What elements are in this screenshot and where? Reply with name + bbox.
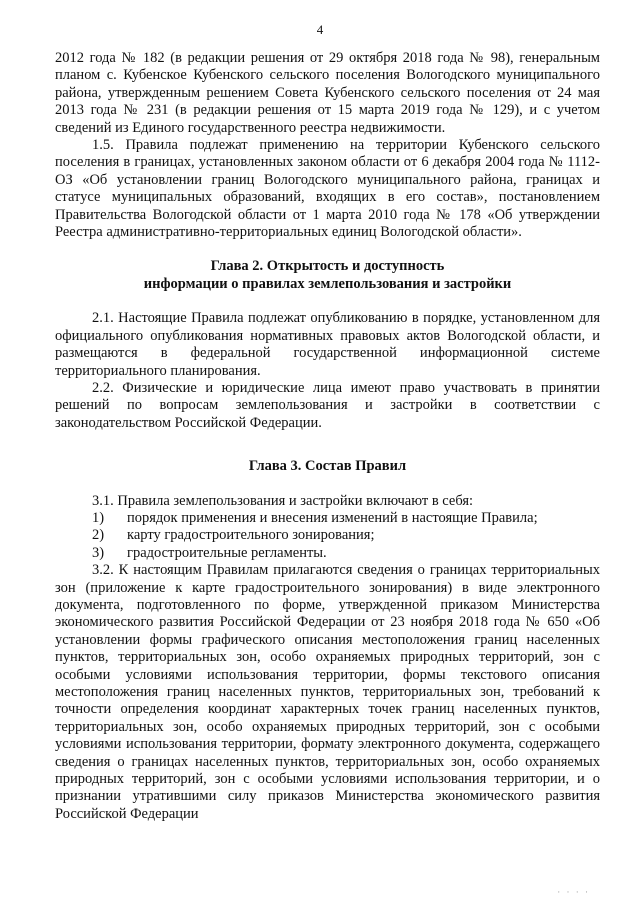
paragraph-intro: 2012 года № 182 (в редакции решения от 29 октября 2018 года № 98), генеральным планом с. Кубенское Кубенского сельского поселения Вологодского муниципального района, утвержденным решением Совета Кубенского сельского поселения от 24 мая 2013 года № 231 (в редакции решения от 15 марта 2019 года № 129), и с учетом сведений из Единого государственного реестра недвижимости. — [55, 50, 600, 136]
chapter-2-heading — [55, 258, 600, 293]
spacer — [55, 476, 600, 493]
document-body — [55, 50, 600, 823]
list-item-number: 1) — [92, 509, 105, 526]
corner-mark: · · · · — [557, 887, 590, 897]
page-number: 4 — [316, 22, 324, 37]
list-item-number: 3) — [92, 544, 105, 561]
paragraph-3-2: 3.2. К настоящим Правилам прилагаются сведения о границах территориальных зон (приложение к карте градостроительного зонирования) в виде электронного документа, подготовленного по форме, утвержденной приказом Министерства экономического развития Российской Федерации от 23 ноября 2018 года № 650 «Об установлении формы графического описания местоположения границ населенных пунктов, территориальных зон, особо охраняемых природных территорий, зон с особыми условиями использования территории, формы текстового описания местоположения границ населенных пунктов, территориальных зон, требований к точности определения координат характерных точек границ населенных пунктов, территориальных зон, особо охраняемых природных территорий, зон с особыми условиями использования территории, формату электронного документа, содержащего сведения о границах населенных пунктов, территориальных зон, особо охраняемых природных территорий, зон с особыми условиями использования территории, и о признании утратившими силу приказов Министерства экономического развития Российской Федерации — [55, 562, 600, 822]
chapter-2-heading-line-2: информации о правилах землепользования и застройки — [143, 275, 512, 292]
list-item — [55, 545, 600, 562]
chapter-2-heading-line-1: Глава 2. Открытость и доступность — [210, 258, 445, 275]
spacer — [55, 432, 600, 458]
spacer — [55, 241, 600, 258]
paragraph-2-2: 2.2. Физические и юридические лица имеют право участвовать в принятии решений по вопросам землепользования и застройки в соответствии с законодательством Российской Федерации. — [55, 379, 600, 431]
list-item — [55, 510, 600, 527]
chapter-3-heading: Глава 3. Состав Правил — [248, 458, 407, 475]
spacer — [55, 293, 600, 310]
paragraph-1-5: 1.5. Правила подлежат применению на территории Кубенского сельского поселения в границах, установленных законом области от 6 декабря 2004 года № 1112-ОЗ «Об установлении границ Вологодского муниципального района, границах и статусе муниципальных образований, входящих в его состав», постановлением Правительства Вологодской области от 1 марта 2010 года № 178 «Об утверждении Реестра административно-территориальных единиц Вологодской области». — [55, 137, 600, 241]
list-item-text: градостроительные регламенты. — [127, 544, 327, 561]
list-item-text: порядок применения и внесения изменений в настоящие Правила; — [127, 509, 538, 526]
list-item-number: 2) — [92, 527, 105, 544]
list-item-text: карту градостроительного зонирования; — [127, 527, 375, 544]
list-item — [55, 527, 600, 544]
paragraph-3-1: 3.1. Правила землепользования и застройки включают в себя: — [92, 492, 474, 509]
paragraph-2-1: 2.1. Настоящие Правила подлежат опубликованию в порядке, установленном для официального опубликования нормативных правовых актов Вологодской области, и размещаются в федеральной государственной информационной системе территориального планирования. — [55, 310, 600, 379]
